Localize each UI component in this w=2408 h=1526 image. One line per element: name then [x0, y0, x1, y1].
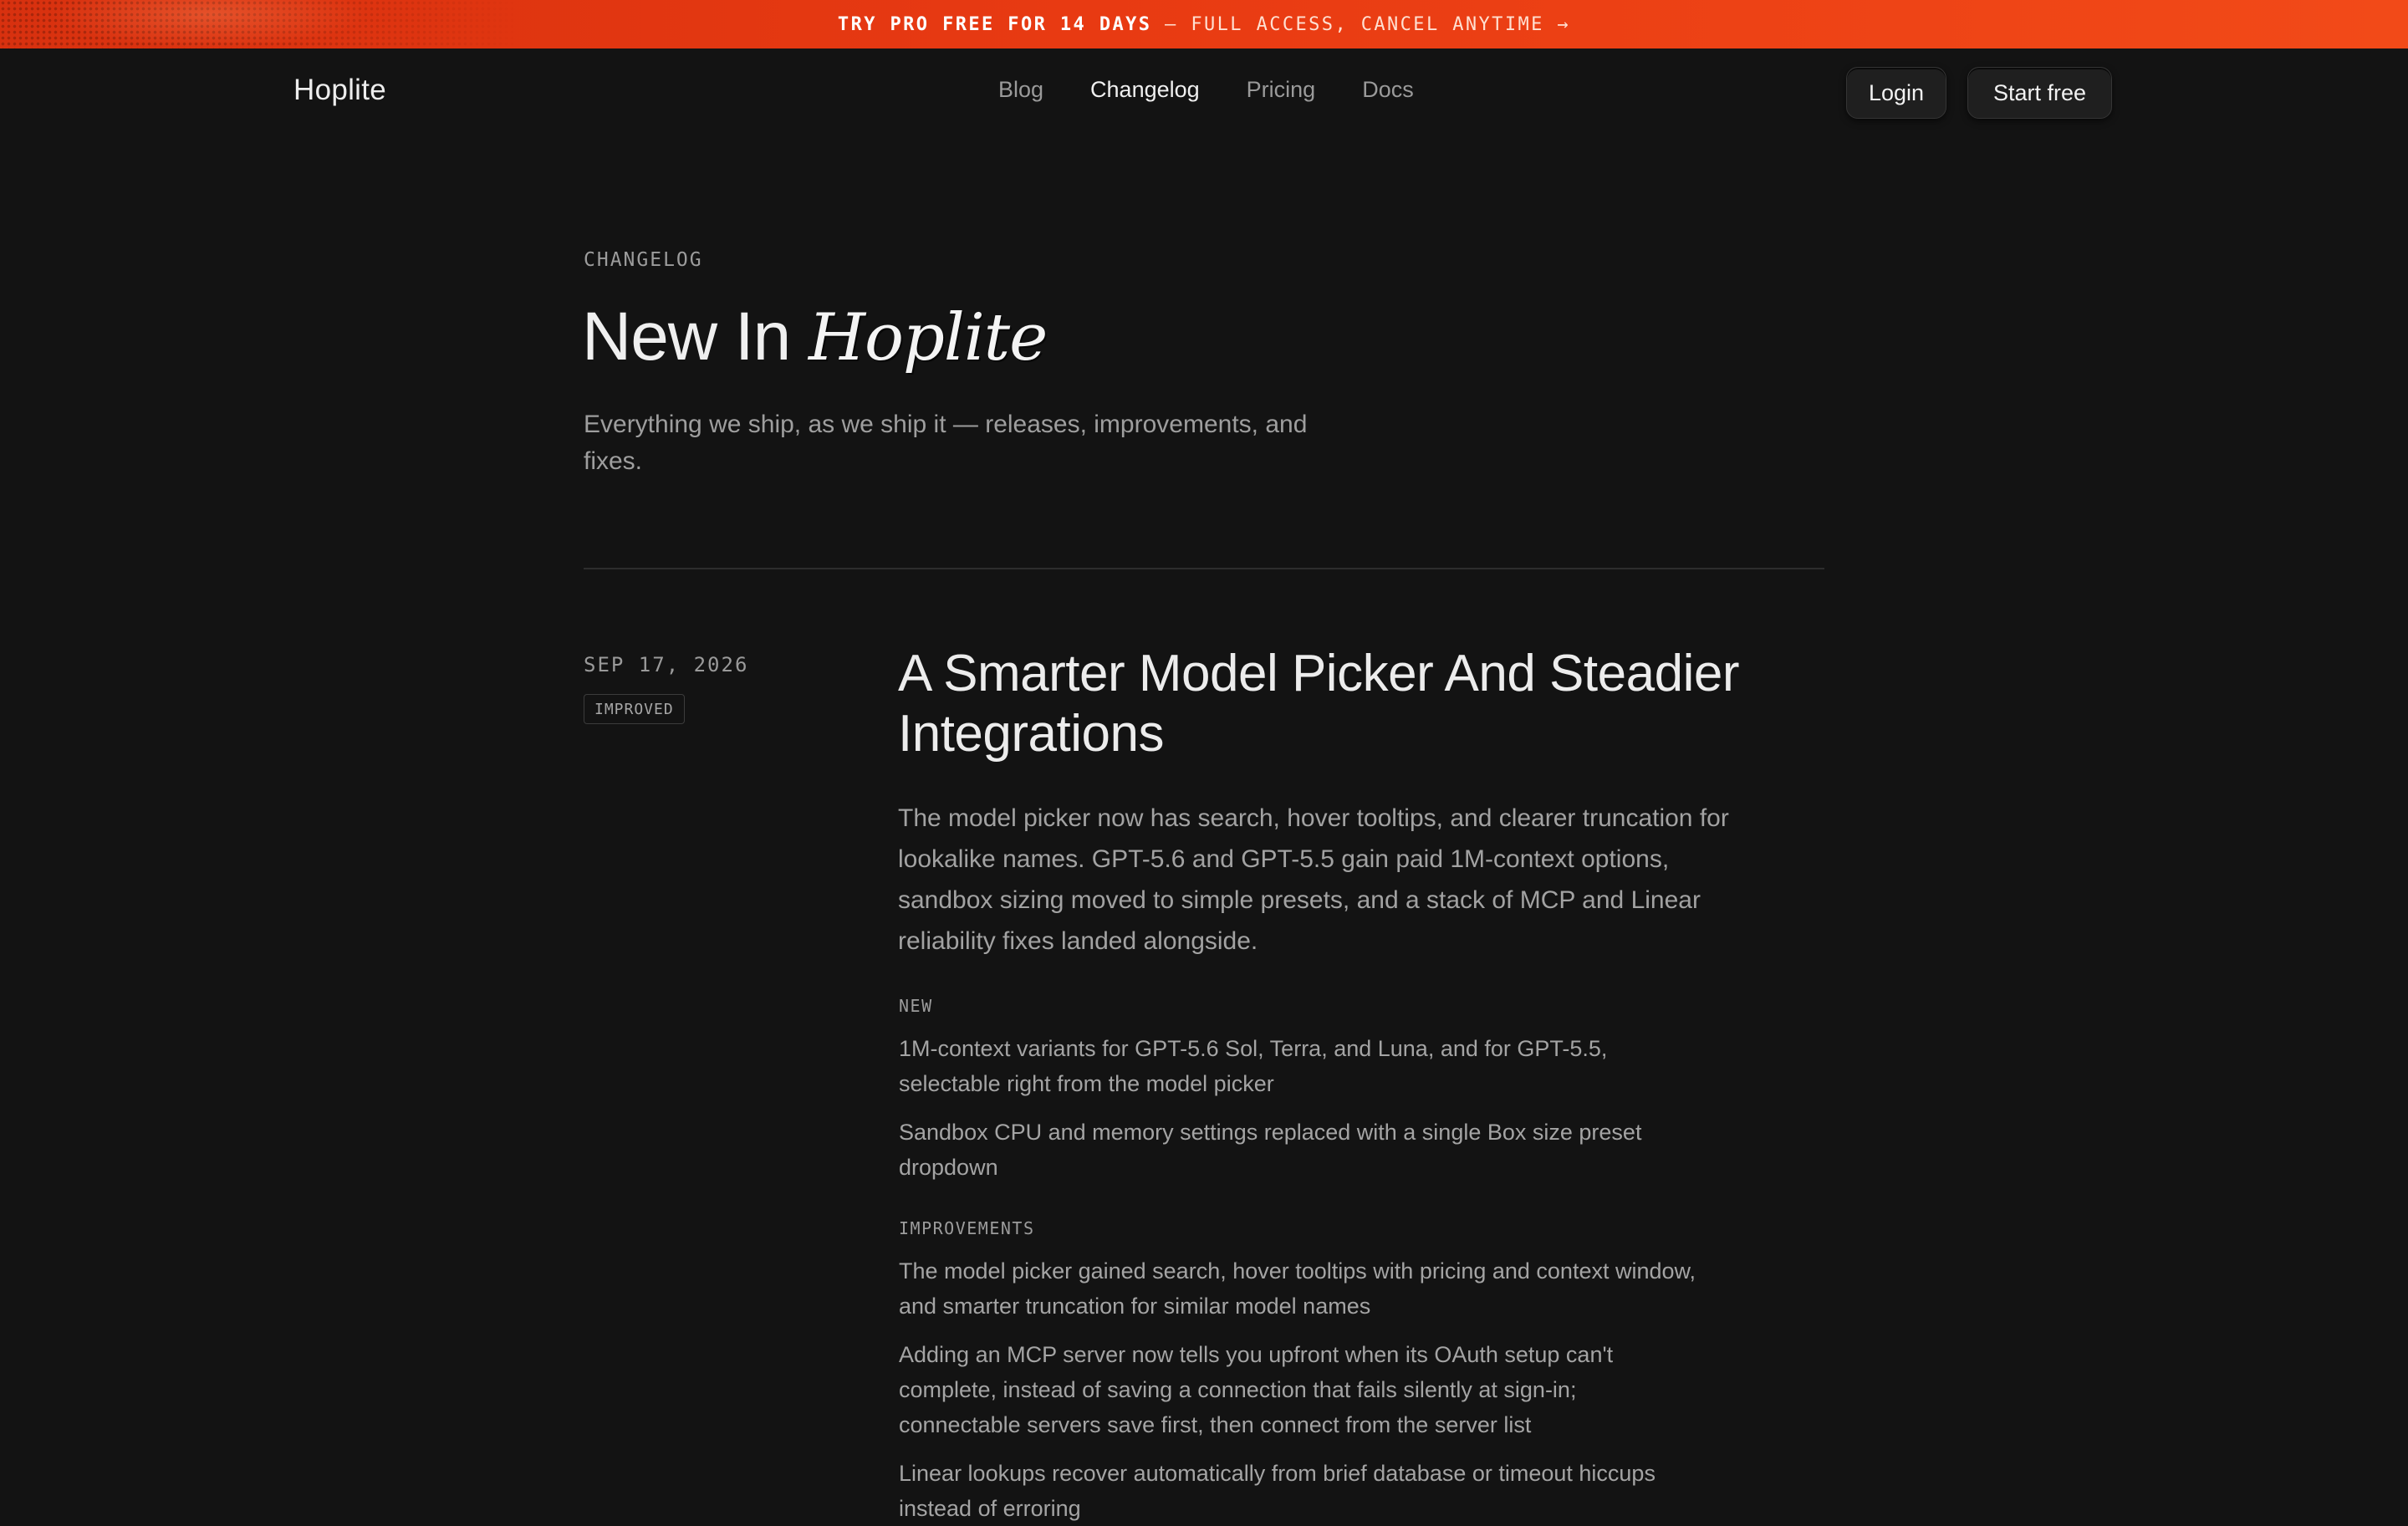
top-nav	[0, 48, 2408, 135]
entry-date: SEP 17, 2026	[584, 653, 749, 676]
list-item-new-1: 1M-context variants for GPT-5.6 Sol, Terra, and Luna, and for GPT-5.5, selectable right from the model picker	[899, 1036, 1608, 1096]
page-title	[582, 299, 1047, 375]
promo-banner[interactable]	[0, 0, 2408, 48]
page-subtitle: Everything we ship, as we ship it — releases, improvements, and fixes.	[584, 411, 1308, 475]
hero-divider	[584, 568, 1824, 569]
promo-strong: TRY PRO FREE FOR 14 DAYS	[837, 13, 1152, 35]
section-label-new: NEW	[899, 996, 933, 1016]
nav-link-blog[interactable]: Blog	[998, 77, 1044, 102]
nav-links	[998, 77, 1461, 103]
nav-link-docs[interactable]: Docs	[1362, 77, 1414, 102]
nav-link-changelog[interactable]: Changelog	[1090, 77, 1200, 102]
list-item-improvement-3: Linear lookups recover automatically from brief database or timeout hiccups instead of erroring	[899, 1461, 1656, 1521]
brand-logo[interactable]: Hoplite	[293, 74, 387, 106]
page-title-plain: New In	[582, 299, 809, 375]
section-label-improvements: IMPROVEMENTS	[899, 1218, 1035, 1238]
login-button[interactable]: Login	[1846, 67, 1946, 119]
list-item-improvement-1: The model picker gained search, hover tooltips with pricing and context window, and smarter truncation for similar model names	[899, 1258, 1696, 1319]
entry-status-badge: IMPROVED	[584, 694, 685, 724]
promo-glow	[50, 0, 368, 48]
list-item-new-2: Sandbox CPU and memory settings replaced with a single Box size preset dropdown	[899, 1120, 1642, 1180]
promo-rest: — FULL ACCESS, CANCEL ANYTIME →	[1151, 13, 1571, 35]
page-eyebrow: CHANGELOG	[584, 249, 703, 271]
promo-text[interactable]	[838, 14, 1570, 35]
nav-link-pricing[interactable]: Pricing	[1246, 77, 1316, 102]
entry-title[interactable]: A Smarter Model Picker And Steadier Integrations	[898, 645, 1739, 763]
start-free-button[interactable]: Start free	[1967, 67, 2112, 119]
page-title-stylized: Hoplite	[809, 300, 1048, 375]
list-item-improvement-2: Adding an MCP server now tells you upfront when its OAuth setup can't complete, instead of saving a connection that fails silently at sign-in; connectable servers save first, then connect from the server list	[899, 1342, 1614, 1437]
entry-summary: The model picker now has search, hover tooltips, and clearer truncation for lookalike names. GPT-5.6 and GPT-5.5 gain paid 1M-context options, sandbox sizing moved to simple presets, and a stack of MCP and Linear reliability fixes landed alongside.	[898, 804, 1729, 955]
